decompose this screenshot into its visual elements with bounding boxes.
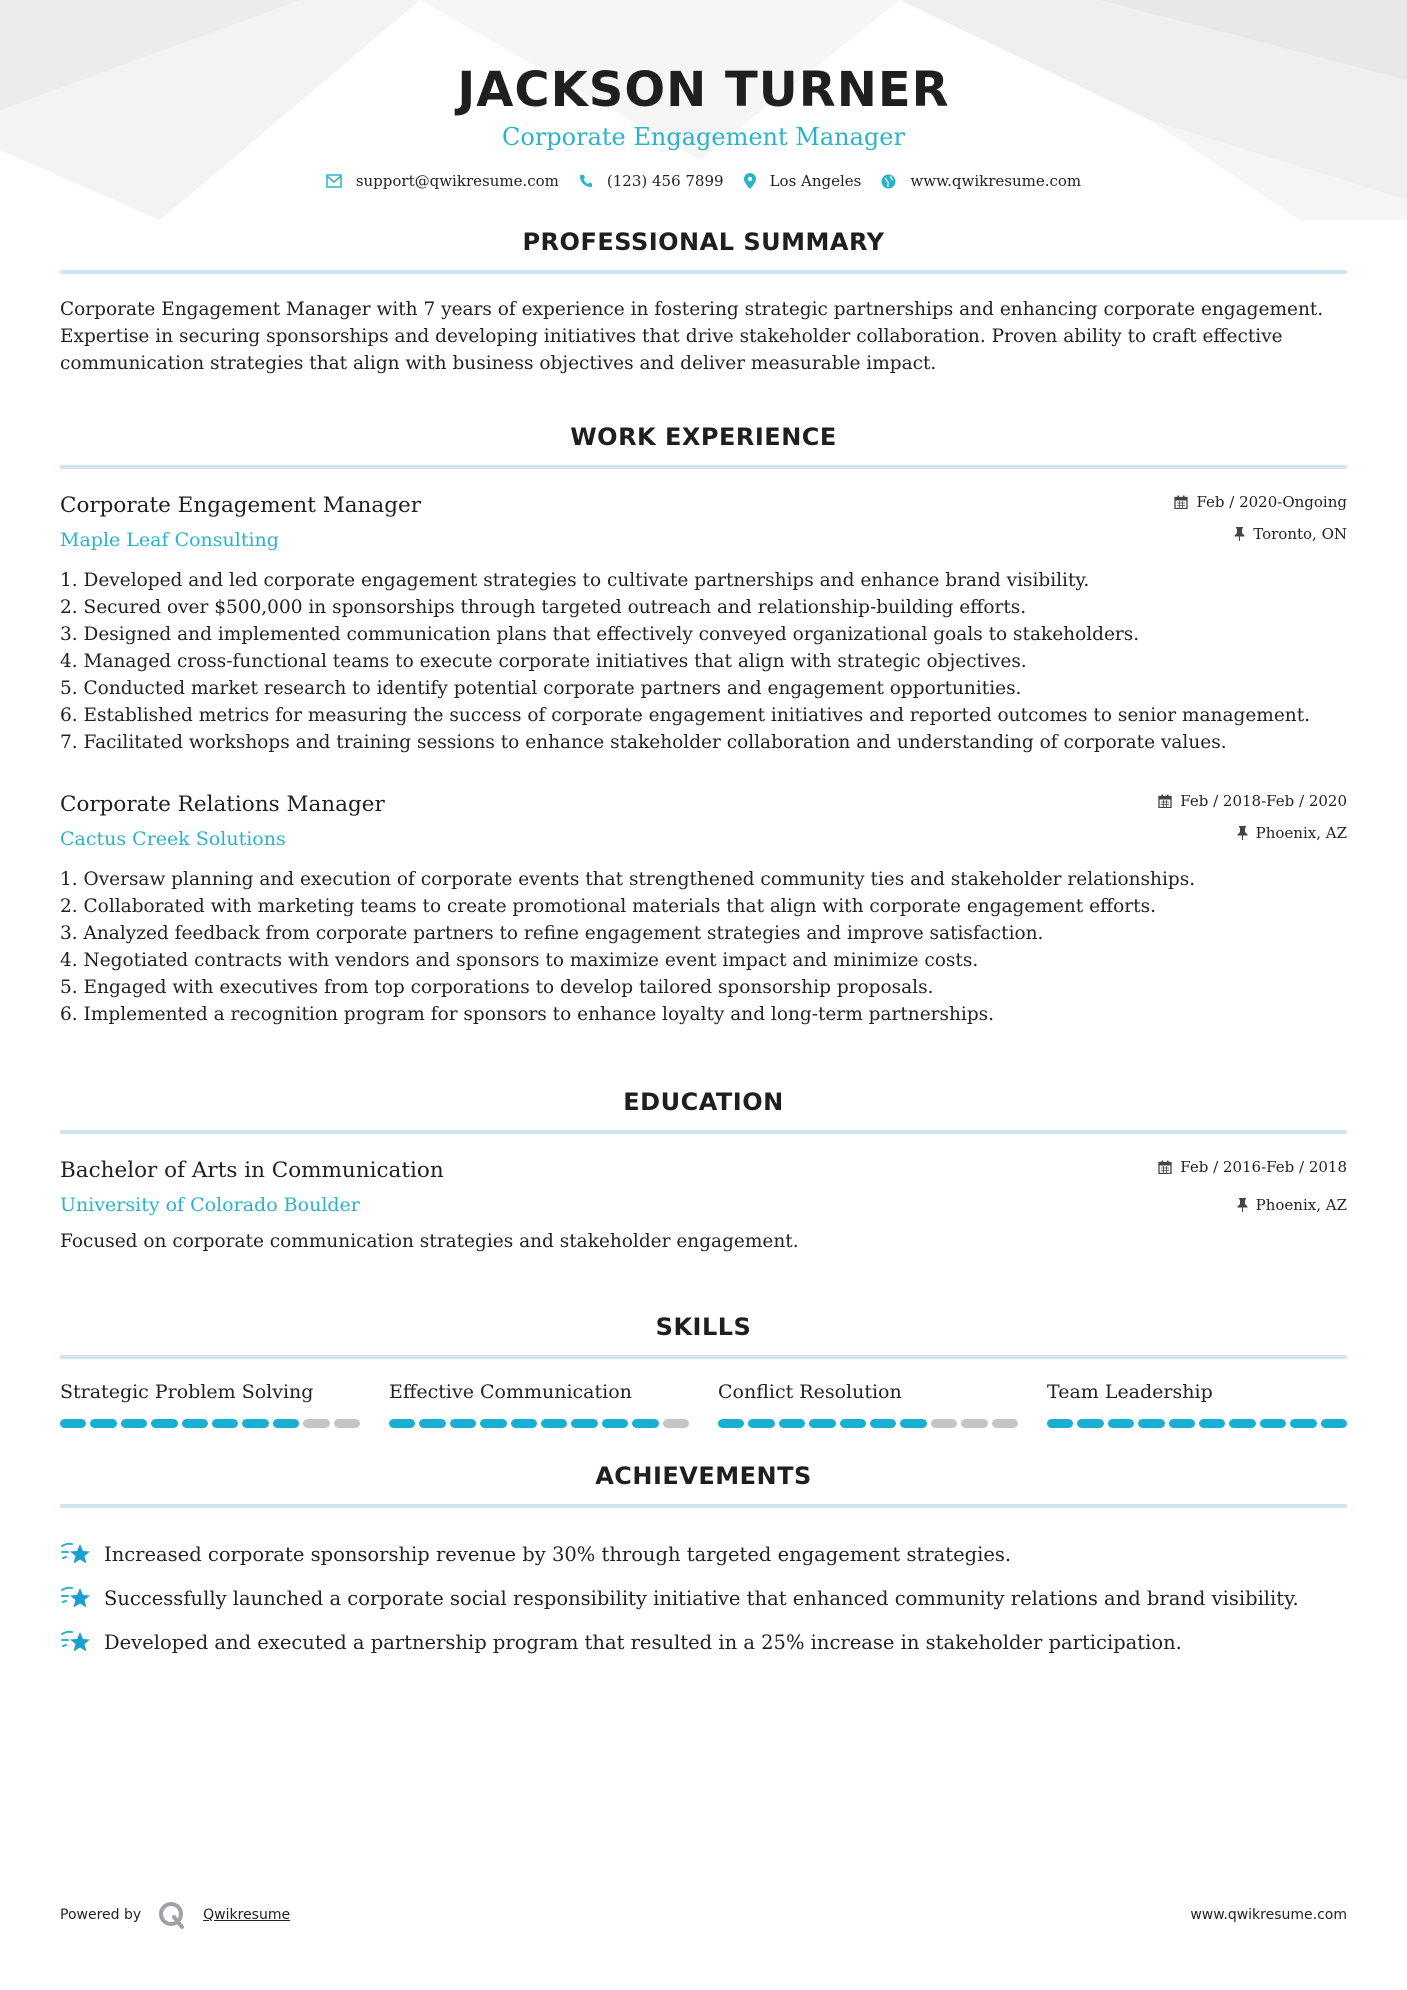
job-bullet: 6. Implemented a recognition program for sponsors to enhance loyalty and long-term partnerships. xyxy=(60,1004,995,1025)
job-location: Phoenix, AZ xyxy=(1255,824,1347,842)
powered-by-label: Powered by xyxy=(60,1907,142,1923)
skill-item xyxy=(718,1379,1018,1428)
school-name: University of Colorado Boulder xyxy=(60,1194,360,1216)
skill-dot-filled xyxy=(450,1419,476,1428)
skill-dot-filled xyxy=(541,1419,567,1428)
job-bullet: 4. Negotiated contracts with vendors and sponsors to maximize event impact and minimize costs. xyxy=(60,950,979,971)
shooting-star-icon xyxy=(60,1540,92,1568)
education-entry xyxy=(60,1156,1347,1255)
phone-text: (123) 456 7899 xyxy=(606,172,724,190)
skill-dot-empty xyxy=(303,1419,329,1428)
candidate-role: Corporate Engagement Manager xyxy=(502,123,905,151)
candidate-name: JACKSON TURNER xyxy=(457,62,950,118)
skill-dot-filled xyxy=(809,1419,835,1428)
skill-dot-filled xyxy=(212,1419,238,1428)
shooting-star-icon xyxy=(60,1628,92,1656)
skill-item xyxy=(389,1379,689,1428)
achievements-list xyxy=(60,1532,1347,1664)
job-bullet: 5. Engaged with executives from top corporations to develop tailored sponsorship proposals. xyxy=(60,977,934,998)
job-bullets xyxy=(60,866,1347,1028)
website-text: www.qwikresume.com xyxy=(910,172,1082,190)
job-bullets xyxy=(60,567,1347,756)
qwikresume-link[interactable]: Qwikresume xyxy=(203,1907,291,1923)
education-location: Phoenix, AZ xyxy=(1255,1196,1347,1214)
job-location: Toronto, ON xyxy=(1253,525,1347,543)
job-title: Corporate Relations Manager xyxy=(60,792,385,817)
skill-dot-empty xyxy=(663,1419,689,1428)
section-title-work: WORK EXPERIENCE xyxy=(570,423,837,451)
skill-dot-filled xyxy=(571,1419,597,1428)
skill-rating xyxy=(389,1419,689,1428)
job-bullet: 2. Secured over $500,000 in sponsorships through targeted outreach and relationship-building efforts. xyxy=(60,597,1027,618)
job-meta xyxy=(1158,790,1347,844)
skill-dot-filled xyxy=(1047,1419,1073,1428)
calendar-icon xyxy=(1174,495,1188,509)
skill-dot-filled xyxy=(511,1419,537,1428)
job-meta xyxy=(1174,491,1347,545)
skill-rating xyxy=(1047,1419,1347,1428)
job-bullet: 3. Analyzed feedback from corporate partners to refine engagement strategies and improve satisfaction. xyxy=(60,923,1044,944)
section-title-education: EDUCATION xyxy=(623,1088,784,1116)
skill-dot-filled xyxy=(60,1419,86,1428)
job-bullet: 4. Managed cross-functional teams to execute corporate initiatives that align with strategic objectives. xyxy=(60,651,1027,672)
skill-rating xyxy=(718,1419,1018,1428)
skill-dot-filled xyxy=(1108,1419,1134,1428)
skill-dot-filled xyxy=(151,1419,177,1428)
qwikresume-logo-icon xyxy=(157,1900,187,1930)
section-divider xyxy=(60,1130,1347,1134)
skill-dot-filled xyxy=(1077,1419,1103,1428)
skill-dot-filled xyxy=(1229,1419,1255,1428)
skill-dot-filled xyxy=(90,1419,116,1428)
education-meta xyxy=(1158,1156,1347,1216)
email-text: support@qwikresume.com xyxy=(355,172,559,190)
shooting-star-icon xyxy=(60,1584,92,1612)
skill-dot-empty xyxy=(961,1419,987,1428)
job-entry xyxy=(60,790,1347,1028)
skills-grid xyxy=(60,1379,1347,1428)
job-bullet: 5. Conducted market research to identify potential corporate partners and engagement opportunities. xyxy=(60,678,1022,699)
degree-title: Bachelor of Arts in Communication xyxy=(60,1158,444,1183)
skill-name: Team Leadership xyxy=(1047,1381,1213,1403)
map-pin-icon xyxy=(744,173,756,189)
achievement-text: Successfully launched a corporate social responsibility initiative that enhanced community relations and brand visibility. xyxy=(104,1586,1299,1610)
contact-location xyxy=(744,172,862,190)
skill-dot-filled xyxy=(1138,1419,1164,1428)
job-dates: Feb / 2020-Ongoing xyxy=(1196,493,1347,511)
skill-dot-filled xyxy=(748,1419,774,1428)
skill-name: Conflict Resolution xyxy=(718,1381,902,1403)
skill-item xyxy=(60,1379,360,1428)
skill-dot-empty xyxy=(992,1419,1018,1428)
section-divider xyxy=(60,465,1347,469)
job-entry xyxy=(60,491,1347,756)
pushpin-icon xyxy=(1237,826,1248,840)
skill-dot-filled xyxy=(632,1419,658,1428)
education-dates: Feb / 2016-Feb / 2018 xyxy=(1180,1158,1347,1176)
skill-rating xyxy=(60,1419,360,1428)
job-bullet: 6. Established metrics for measuring the success of corporate engagement initiatives and reported outcomes to senior management. xyxy=(60,705,1311,726)
calendar-icon xyxy=(1158,794,1172,808)
section-title-skills: SKILLS xyxy=(655,1313,752,1341)
section-title-summary: PROFESSIONAL SUMMARY xyxy=(522,228,885,256)
achievement-item xyxy=(60,1532,1347,1576)
skill-name: Effective Communication xyxy=(389,1381,632,1403)
skill-dot-filled xyxy=(602,1419,628,1428)
page-footer xyxy=(60,1900,1347,1930)
job-bullet: 7. Facilitated workshops and training sessions to enhance stakeholder collaboration and understanding of corporate values. xyxy=(60,732,1227,753)
job-bullet: 3. Designed and implemented communication plans that effectively conveyed organizational goals to stakeholders. xyxy=(60,624,1140,645)
contact-email[interactable] xyxy=(326,172,559,190)
section-divider xyxy=(60,270,1347,274)
globe-icon xyxy=(881,174,896,189)
skill-dot-filled xyxy=(182,1419,208,1428)
job-bullet: 1. Oversaw planning and execution of corporate events that strengthened community ties and stakeholder relationships. xyxy=(60,869,1196,890)
skill-dot-filled xyxy=(870,1419,896,1428)
skill-dot-filled xyxy=(718,1419,744,1428)
skill-dot-empty xyxy=(931,1419,957,1428)
summary-text: Corporate Engagement Manager with 7 years of experience in fostering strategic partnerships and enhancing corporate engagement. Expertise in securing sponsorships and developing initiatives that drive stakeholder collaboration. Proven ability to craft effective communication strategies that align with business objectives and deliver measurable impact. xyxy=(60,299,1324,374)
company-name: Cactus Creek Solutions xyxy=(60,828,286,850)
resume-header xyxy=(60,0,1347,190)
achievement-text: Developed and executed a partnership program that resulted in a 25% increase in stakeholder participation. xyxy=(104,1630,1182,1654)
skill-dot-filled xyxy=(840,1419,866,1428)
skill-item xyxy=(1047,1379,1347,1428)
job-bullet: 2. Collaborated with marketing teams to create promotional materials that align with corporate engagement efforts. xyxy=(60,896,1156,917)
contact-bar xyxy=(60,172,1347,190)
section-divider xyxy=(60,1504,1347,1508)
skill-dot-filled xyxy=(389,1419,415,1428)
skill-dot-filled xyxy=(1260,1419,1286,1428)
skill-dot-filled xyxy=(419,1419,445,1428)
contact-website[interactable] xyxy=(881,172,1081,190)
skill-dot-filled xyxy=(121,1419,147,1428)
calendar-icon xyxy=(1158,1160,1172,1174)
phone-icon xyxy=(579,174,593,188)
skill-dot-filled xyxy=(242,1419,268,1428)
education-description: Focused on corporate communication strategies and stakeholder engagement. xyxy=(60,1231,799,1252)
contact-phone[interactable] xyxy=(579,172,724,190)
skill-name: Strategic Problem Solving xyxy=(60,1381,314,1403)
company-name: Maple Leaf Consulting xyxy=(60,529,279,551)
pushpin-icon xyxy=(1234,527,1245,541)
section-divider xyxy=(60,1355,1347,1359)
location-text: Los Angeles xyxy=(769,172,862,190)
job-title: Corporate Engagement Manager xyxy=(60,493,421,518)
skill-dot-filled xyxy=(1169,1419,1195,1428)
job-dates: Feb / 2018-Feb / 2020 xyxy=(1180,792,1347,810)
achievement-text: Increased corporate sponsorship revenue by 30% through targeted engagement strategies. xyxy=(104,1542,1012,1566)
pushpin-icon xyxy=(1237,1198,1248,1212)
achievement-item xyxy=(60,1620,1347,1664)
section-title-achievements: ACHIEVEMENTS xyxy=(595,1462,812,1490)
footer-website[interactable]: www.qwikresume.com xyxy=(1190,1907,1347,1923)
skill-dot-filled xyxy=(1290,1419,1316,1428)
envelope-icon xyxy=(326,174,342,188)
skill-dot-filled xyxy=(1321,1419,1347,1428)
skill-dot-filled xyxy=(273,1419,299,1428)
job-bullet: 1. Developed and led corporate engagement strategies to cultivate partnerships and enhance brand visibility. xyxy=(60,570,1090,591)
skill-dot-filled xyxy=(779,1419,805,1428)
skill-dot-filled xyxy=(480,1419,506,1428)
skill-dot-filled xyxy=(900,1419,926,1428)
skill-dot-filled xyxy=(1199,1419,1225,1428)
achievement-item xyxy=(60,1576,1347,1620)
skill-dot-empty xyxy=(334,1419,360,1428)
